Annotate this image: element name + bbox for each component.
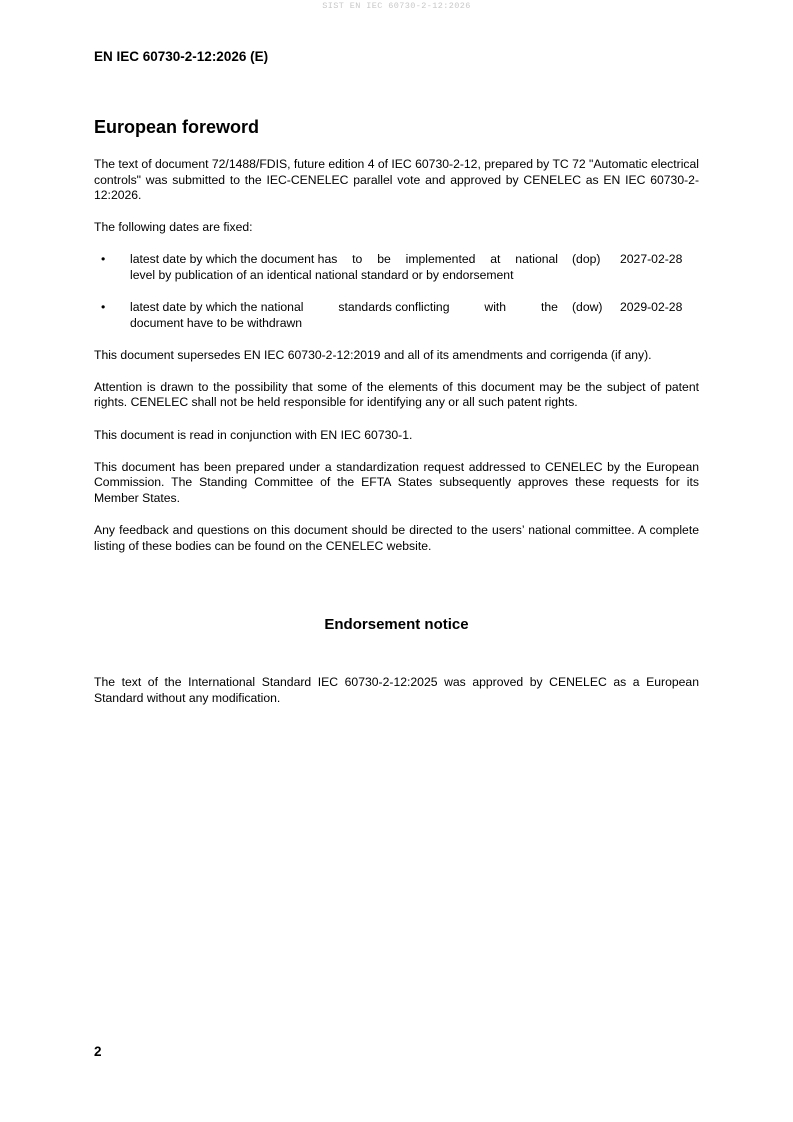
conjunction-paragraph: This document is read in conjunction with EN IEC 60730-1.: [94, 427, 413, 442]
patent-paragraph: Attention is drawn to the possibility that some of the elements of this document may be the subject of patent rights. CENELEC shall not be held responsible for identifying any or all such patent rights.: [94, 379, 699, 410]
date-code: (dop): [572, 252, 601, 267]
date-item-line2: document have to be withdrawn: [130, 315, 303, 330]
date-item-line1: latest date by which the document has to be implemented at national: [130, 252, 558, 267]
date-code: (dow): [572, 300, 603, 315]
standardization-paragraph: This document has been prepared under a standardization request addressed to CENELEC by the European Commission. The Standing Committee of the EFTA States subsequently approves these requests for its Member States.: [94, 459, 699, 505]
bullet: •: [101, 300, 106, 315]
date-item-line1: latest date by which the national standards conflicting with the: [130, 300, 558, 315]
endorsement-text: The text of the International Standard IEC 60730-2-12:2025 was approved by CENELEC as a European Standard without any modification.: [94, 675, 699, 705]
date-value: 2029-02-28: [620, 300, 683, 315]
date-item-dop: [94, 252, 699, 283]
foreword-intro: The text of document 72/1488/FDIS, future edition 4 of IEC 60730-2-12, prepared by TC 72 "Automatic electrical controls" was submitted to the IEC-CENELEC parallel vote and approved by CENELEC as EN IEC 60730-2-12:2026.: [94, 157, 700, 203]
supersedes-paragraph: This document supersedes EN IEC 60730-2-12:2019 and all of its amendments and corrigenda (if any).: [94, 347, 652, 362]
foreword-body: [94, 157, 699, 571]
date-value: 2027-02-28: [620, 252, 683, 267]
foreword-title: European foreword: [94, 117, 260, 137]
page-number: 2: [94, 1044, 102, 1059]
document-code: EN IEC 60730-2-12:2026 (E): [94, 49, 269, 64]
dates-intro: The following dates are fixed:: [94, 220, 253, 235]
date-item-text: [130, 252, 558, 283]
feedback-paragraph: Any feedback and questions on this document should be directed to the users’ national committee. A complete listing of these bodies can be found on the CENELEC website.: [94, 522, 699, 553]
date-item-line2: level by publication of an identical national standard or by endorsement: [130, 267, 514, 282]
endorsement-title: Endorsement notice: [324, 616, 469, 633]
watermark: SIST EN IEC 60730-2-12:2026: [322, 1, 471, 11]
bullet: •: [101, 252, 106, 267]
date-item-dow: [94, 300, 699, 331]
date-item-text: [130, 300, 558, 331]
